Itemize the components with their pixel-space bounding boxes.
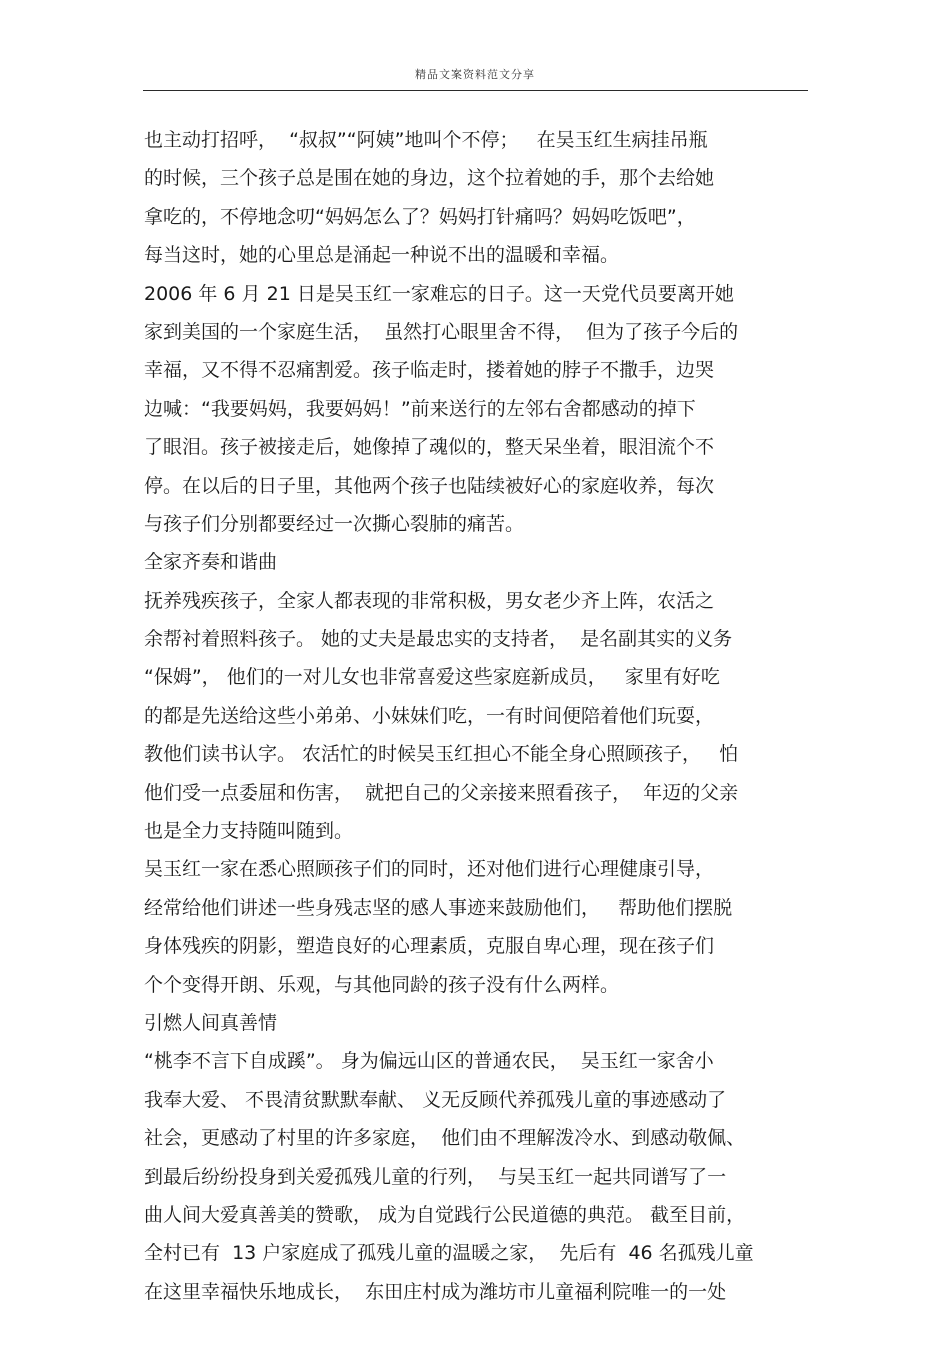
text-line: 2006 年 6 月 21 日是吴玉红一家难忘的日子。这一天党代员要离开她 xyxy=(144,282,734,305)
text-line: 在这里幸福快乐地成长， 东田庄村成为潍坊市儿童福利院唯一的一处 xyxy=(144,1280,727,1303)
text-line: “保姆”， 他们的一对儿女也非常喜爱这些家庭新成员， 家里有好吃 xyxy=(144,666,720,689)
text-line: 了眼泪。孩子被接走后，她像掉了魂似的，整天呆坐着，眼泪流个不 xyxy=(144,436,715,459)
text-line: 幸福，又不得不忍痛割爱。孩子临走时，搂着她的脖子不撒手，边哭 xyxy=(144,359,715,382)
header-divider xyxy=(143,90,808,91)
text-line: 他们受一点委屈和伤害， 就把自己的父亲接来照看孩子， 年迈的父亲 xyxy=(144,781,739,804)
text-line: 身体残疾的阴影，塑造良好的心理素质，克服自卑心理，现在孩子们 xyxy=(144,935,715,958)
text-line: 社会，更感动了村里的许多家庭， 他们由不理解泼冷水、到感动敬佩、 xyxy=(144,1127,746,1150)
text-line: 拿吃的，不停地念叨“妈妈怎么了？妈妈打针痛吗？妈妈吃饭吧”， xyxy=(144,205,696,228)
document-body xyxy=(144,121,809,1311)
text-line: 的都是先送给这些小弟弟、小妹妹们吃，一有时间便陪着他们玩耍， xyxy=(144,704,715,727)
page-header: 精品文案资料范文分享 xyxy=(415,68,535,81)
text-line: 停。在以后的日子里，其他两个孩子也陆续被好心的家庭收养，每次 xyxy=(144,474,715,497)
text-line: 每当这时，她的心里总是涌起一种说不出的温暖和幸福。 xyxy=(144,244,620,267)
text-line: 个个变得开朗、乐观，与其他同龄的孩子没有什么两样。 xyxy=(144,973,620,996)
text-line: 余帮衬着照料孩子。 她的丈夫是最忠实的支持者， 是名副其实的义务 xyxy=(144,628,733,651)
text-line: 曲人间大爱真善美的赞歌， 成为自觉践行公民道德的典范。 截至目前， xyxy=(144,1203,746,1226)
text-line: 经常给他们讲述一些身残志坚的感人事迹来鼓励他们， 帮助他们摆脱 xyxy=(144,896,733,919)
text-line: 家到美国的一个家庭生活， 虽然打心眼里舍不得， 但为了孩子今后的 xyxy=(144,320,739,343)
section-heading: 全家齐奏和谐曲 xyxy=(144,551,278,574)
text-line: 我奉大爱、 不畏清贫默默奉献、 义无反顾代养孤残儿童的事迹感动了 xyxy=(144,1088,727,1111)
section-heading: 引燃人间真善情 xyxy=(144,1011,278,1034)
text-line: 边喊：“我要妈妈，我要妈妈！”前来送行的左邻右舍都感动的掉下 xyxy=(144,397,696,420)
text-line: 的时候，三个孩子总是围在她的身边，这个拉着她的手，那个去给她 xyxy=(144,167,715,190)
text-line: 抚养残疾孩子，全家人都表现的非常积极，男女老少齐上阵，农活之 xyxy=(144,589,715,612)
text-line: 教他们读书认字。 农活忙的时候吴玉红担心不能全身心照顾孩子， 怕 xyxy=(144,743,739,766)
text-line: 到最后纷纷投身到关爱孤残儿童的行列， 与吴玉红一起共同谱写了一 xyxy=(144,1165,727,1188)
text-line: 也是全力支持随叫随到。 xyxy=(144,820,354,843)
text-line: “桃李不言下自成蹊”。 身为偏远山区的普通农民， 吴玉红一家舍小 xyxy=(144,1050,714,1073)
text-line: 吴玉红一家在悉心照顾孩子们的同时，还对他们进行心理健康引导， xyxy=(144,858,715,881)
text-line: 与孩子们分别都要经过一次撕心裂肺的痛苦。 xyxy=(144,512,525,535)
text-line: 全村已有 13 户家庭成了孤残儿童的温暖之家， 先后有 46 名孤残儿童 xyxy=(144,1242,754,1265)
text-line: 也主动打招呼， “叔叔”“阿姨”地叫个不停； 在吴玉红生病挂吊瓶 xyxy=(144,129,708,151)
